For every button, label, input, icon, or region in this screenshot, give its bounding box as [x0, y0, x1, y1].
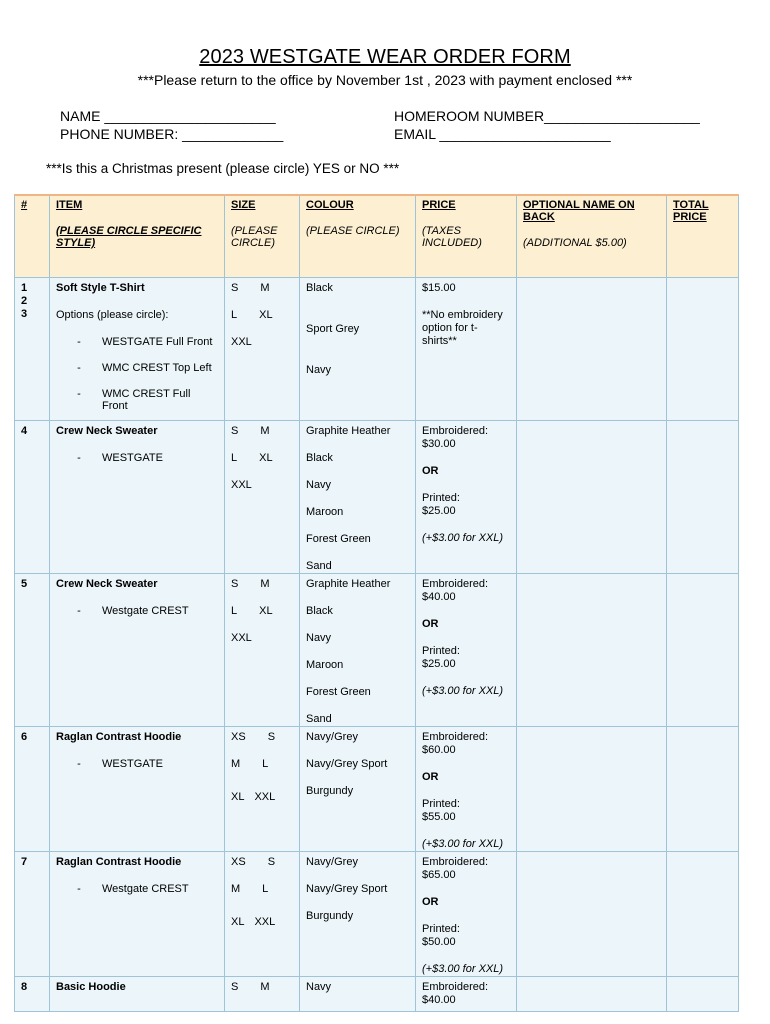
price-cell: Embroidered: $30.00 OR Printed: $25.00 (+$3.00 for XXL)	[416, 421, 517, 574]
optional-name-cell[interactable]	[517, 574, 667, 727]
item-cell: Raglan Contrast Hoodie - Westgate CREST	[50, 852, 225, 977]
header-size: SIZE (PLEASE CIRCLE)	[225, 195, 300, 278]
price-cell: Embroidered: $65.00 OR Printed: $50.00 (+$3.00 for XXL)	[416, 852, 517, 977]
colour-cell[interactable]: Graphite Heather Black Navy Maroon Forest Green Sand	[300, 574, 416, 727]
total-price-cell[interactable]	[667, 574, 739, 727]
style-option[interactable]: - WESTGATE	[77, 452, 163, 464]
total-price-cell[interactable]	[667, 727, 739, 852]
price-cell: Embroidered: $40.00	[416, 977, 517, 1012]
total-price-cell[interactable]	[667, 278, 739, 421]
style-option[interactable]: - Westgate CREST	[77, 883, 189, 895]
row-number: 1 2 3	[15, 278, 50, 421]
row-number: 6	[15, 727, 50, 852]
optional-name-cell[interactable]	[517, 421, 667, 574]
item-cell: Soft Style T-Shirt Options (please circle): - WESTGATE Full Front - WMC CREST Top Left - WMC CREST Full Front	[50, 278, 225, 421]
colour-cell[interactable]: Navy/Grey Navy/Grey Sport Burgundy	[300, 852, 416, 977]
table-header-row	[15, 195, 739, 278]
total-price-cell[interactable]	[667, 977, 739, 1012]
table-row	[15, 421, 739, 574]
name-field[interactable]: NAME ______________________	[60, 108, 276, 124]
header-total-price: TOTAL PRICE	[667, 195, 739, 278]
style-option[interactable]: - Westgate CREST	[77, 605, 189, 617]
row-number: 7	[15, 852, 50, 977]
optional-name-cell[interactable]	[517, 852, 667, 977]
optional-name-cell[interactable]	[517, 278, 667, 421]
colour-cell[interactable]: Graphite Heather Black Navy Maroon Forest Green Sand	[300, 421, 416, 574]
item-cell: Crew Neck Sweater - Westgate CREST	[50, 574, 225, 727]
style-option[interactable]: - WESTGATE Full Front	[77, 336, 213, 348]
return-instructions: ***Please return to the office by November 1st , 2023 with payment enclosed ***	[137, 72, 633, 88]
header-item: ITEM (PLEASE CIRCLE SPECIFIC STYLE)	[50, 195, 225, 278]
table-row	[15, 727, 739, 852]
email-field[interactable]: EMAIL ______________________	[394, 126, 611, 142]
optional-name-cell[interactable]	[517, 727, 667, 852]
header-price: PRICE (TAXES INCLUDED)	[416, 195, 517, 278]
item-cell: Basic Hoodie	[50, 977, 225, 1012]
phone-field[interactable]: PHONE NUMBER: _____________	[60, 126, 284, 142]
size-cell[interactable]: XS S M L XL XXL	[225, 852, 300, 977]
table-row	[15, 278, 739, 421]
price-cell: $15.00 **No embroidery option for t-shirts**	[416, 278, 517, 421]
christmas-present-question[interactable]: ***Is this a Christmas present (please circle) YES or NO ***	[46, 161, 400, 176]
colour-cell[interactable]: Black Sport Grey Navy	[300, 278, 416, 421]
style-option[interactable]: - WESTGATE	[77, 758, 163, 770]
homeroom-field[interactable]: HOMEROOM NUMBER____________________	[394, 108, 700, 124]
style-option[interactable]: - WMC CREST Full Front	[77, 388, 191, 412]
size-cell[interactable]: XS S M L XL XXL	[225, 727, 300, 852]
header-colour: COLOUR (PLEASE CIRCLE)	[300, 195, 416, 278]
table-row	[15, 574, 739, 727]
optional-name-cell[interactable]	[517, 977, 667, 1012]
colour-cell[interactable]: Navy	[300, 977, 416, 1012]
row-number: 5	[15, 574, 50, 727]
total-price-cell[interactable]	[667, 421, 739, 574]
row-number: 8	[15, 977, 50, 1012]
item-cell: Crew Neck Sweater - WESTGATE	[50, 421, 225, 574]
size-cell[interactable]: S M L XL XXL	[225, 574, 300, 727]
total-price-cell[interactable]	[667, 852, 739, 977]
row-number: 4	[15, 421, 50, 574]
size-cell[interactable]: S M L XL XXL	[225, 278, 300, 421]
style-option[interactable]: - WMC CREST Top Left	[77, 362, 212, 374]
price-cell: Embroidered: $60.00 OR Printed: $55.00 (+$3.00 for XXL)	[416, 727, 517, 852]
item-cell: Raglan Contrast Hoodie - WESTGATE	[50, 727, 225, 852]
header-optional-name: OPTIONAL NAME ON BACK (ADDITIONAL $5.00)	[517, 195, 667, 278]
colour-cell[interactable]: Navy/Grey Navy/Grey Sport Burgundy	[300, 727, 416, 852]
table-row	[15, 977, 739, 1012]
size-cell[interactable]: S M L XL XXL	[225, 421, 300, 574]
table-row	[15, 852, 739, 977]
size-cell[interactable]: S M	[225, 977, 300, 1012]
price-cell: Embroidered: $40.00 OR Printed: $25.00 (+$3.00 for XXL)	[416, 574, 517, 727]
form-title: 2023 WESTGATE WEAR ORDER FORM	[199, 46, 571, 68]
header-num: #	[15, 195, 50, 278]
order-table	[14, 194, 739, 1012]
